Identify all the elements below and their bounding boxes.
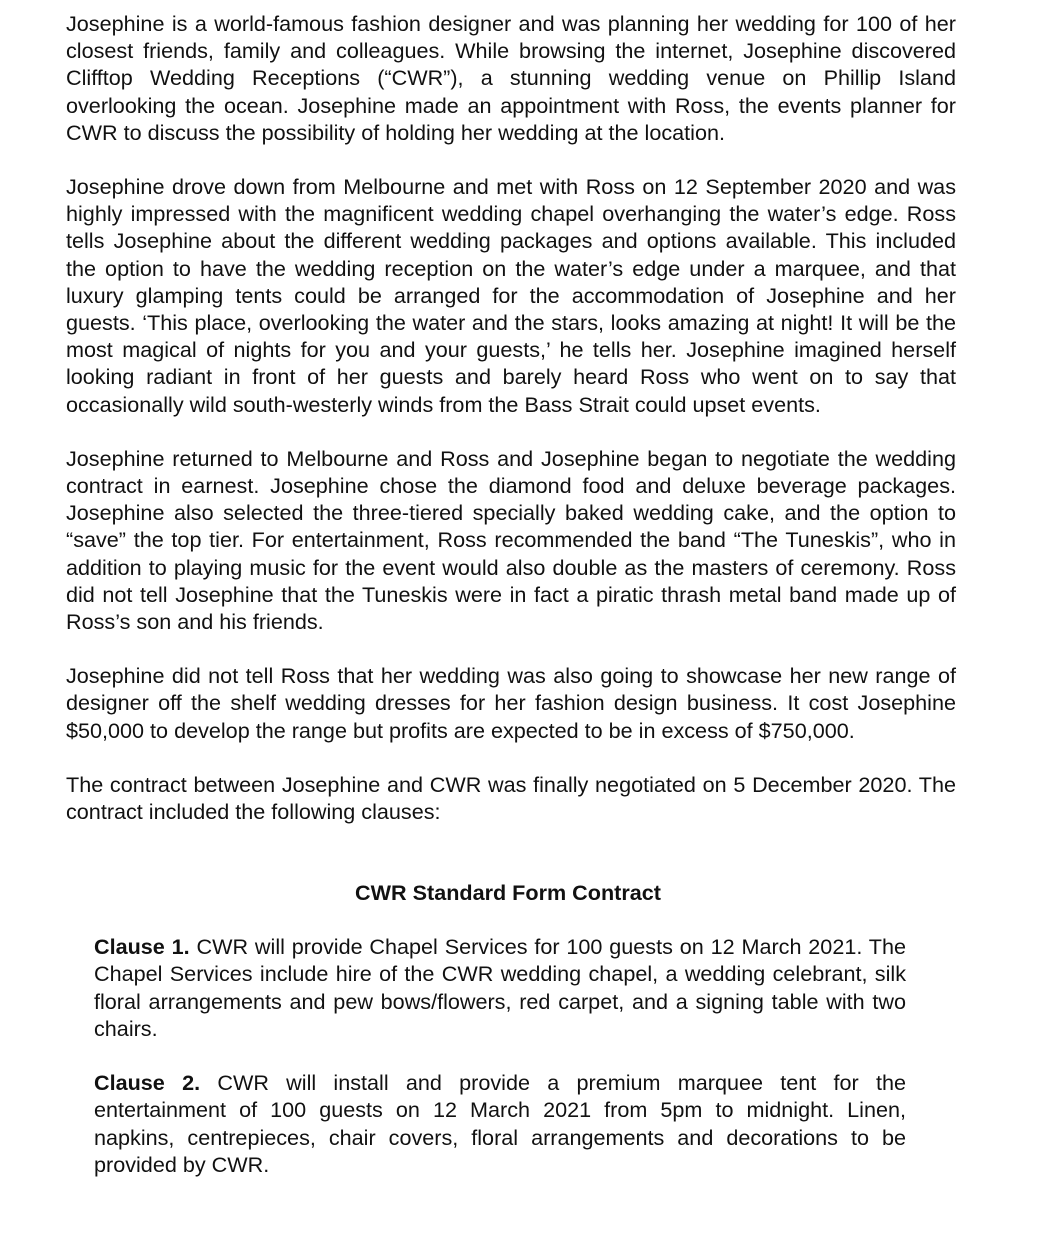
paragraph-meeting: Josephine drove down from Melbourne and met with Ross on 12 September 2020 and was highly impressed with the magnificent wedding chapel overhanging the water’s edge. Ross tells Josephine about the different wedding packages and options available. This included the option to have the wedding reception on the water’s edge under a marquee, and that luxury glamping tents could be arranged for the accommodation of Josephine and her guests. ‘This place, overlooking the water and the stars, looks amazing at night! It will be the most magical of nights for you and your guests,’ he tells her. Josephine imagined herself looking radiant in front of her guests and barely heard Ross who went on to say that occasionally wild south-westerly winds from the Bass Strait could upset events.	[66, 174, 956, 417]
clause-2-text: CWR will install and provide a premium marquee tent for the entertainment of 100 guests on 12 March 2021 from 5pm to midnight. Linen, napkins, centrepieces, chair covers, floral arrangements and decorations to be provided by CWR.	[94, 1070, 907, 1177]
paragraph-introduction: Josephine is a world-famous fashion designer and was planning her wedding for 100 of her closest friends, family and colleagues. While browsing the internet, Josephine discovered Clifftop Wedding Receptions (“CWR”), a stunning wedding venue on Phillip Island overlooking the ocean. Josephine made an appointment with Ross, the events planner for CWR to discuss the possibility of holding her wedding at the location.	[66, 11, 956, 145]
clause-1-text: CWR will provide Chapel Services for 100 guests on 12 March 2021. The Chapel Services include hire of the CWR wedding chapel, a wedding celebrant, silk floral arrangements and pew bows/flowers, red carpet, and a signing table with two chairs.	[94, 934, 906, 1041]
clause-2-label: Clause 2.	[94, 1070, 201, 1096]
contract-heading: CWR Standard Form Contract	[355, 880, 661, 906]
clause-1	[94, 933, 906, 1042]
paragraph-contract-intro: The contract between Josephine and CWR was finally negotiated on 5 December 2020. The contract included the following clauses:	[66, 771, 956, 825]
clause-2	[94, 1069, 906, 1178]
clause-1-label: Clause 1.	[94, 934, 190, 960]
document-page	[66, 10, 956, 1205]
paragraph-negotiation: Josephine returned to Melbourne and Ross and Josephine began to negotiate the wedding contract in earnest. Josephine chose the diamond food and deluxe beverage packages. Josephine also selected the three-tiered specially baked wedding cake, and the option to “save” the top tier. For entertainment, Ross recommended the band “The Tuneskis”, who in addition to playing music for the event would also double as the masters of ceremony. Ross did not tell Josephine that the Tuneskis were in fact a piratic thrash metal band made up of Ross’s son and his friends.	[66, 445, 956, 635]
paragraph-dress-range: Josephine did not tell Ross that her wedding was also going to showcase her new range of designer off the shelf wedding dresses for her fashion design business. It cost Josephine $50,000 to develop the range but profits are expected to be in excess of $750,000.	[66, 663, 956, 743]
